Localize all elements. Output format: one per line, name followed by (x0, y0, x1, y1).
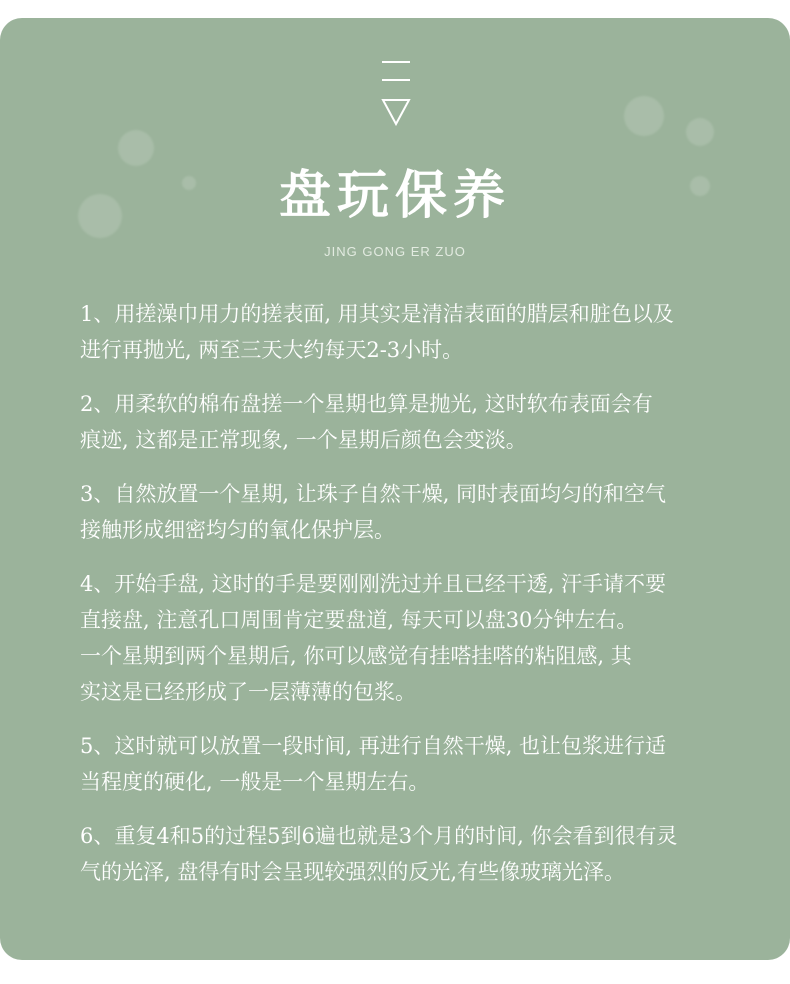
instruction-line: 直接盘, 注意孔口周围肯定要盘道, 每天可以盘30分钟左右。 (80, 608, 638, 632)
instruction-line: 一个星期到两个星期后, 你可以感觉有挂嗒挂嗒的粘阻感, 其 (80, 644, 632, 668)
instruction-paragraph (80, 386, 720, 458)
instruction-line: 3、自然放置一个星期, 让珠子自然干燥, 同时表面均匀的和空气 (80, 482, 667, 506)
instruction-line: 2、用柔软的棉布盘搓一个星期也算是抛光, 这时软布表面会有 (80, 392, 653, 416)
instruction-line: 6、重复4和5的过程5到6遍也就是3个月的时间, 你会看到很有灵 (80, 824, 678, 848)
instruction-line: 当程度的硬化, 一般是一个星期左右。 (80, 770, 430, 794)
page-subtitle: JING GONG ER ZUO (324, 244, 466, 259)
decorative-bubble (118, 130, 154, 166)
instruction-line: 气的光泽, 盘得有时会呈现较强烈的反光,有些像玻璃光泽。 (80, 860, 626, 884)
instruction-line: 1、用搓澡巾用力的搓表面, 用其实是清洁表面的腊层和脏色以及 (80, 302, 674, 326)
instruction-paragraph (80, 566, 720, 710)
decorative-bubble (624, 96, 664, 136)
page-title: 盘玩保养 (278, 165, 511, 226)
chinese-numeral-emblem-icon (380, 58, 412, 128)
care-instructions (80, 296, 720, 908)
instruction-paragraph (80, 296, 720, 368)
instruction-line: 痕迹, 这都是正常现象, 一个星期后颜色会变淡。 (80, 428, 527, 452)
instruction-line: 实这是已经形成了一层薄薄的包浆。 (80, 680, 416, 704)
instruction-paragraph (80, 728, 720, 800)
instruction-line: 5、这时就可以放置一段时间, 再进行自然干燥, 也让包浆进行适 (80, 734, 667, 758)
instruction-line: 接触形成细密均匀的氧化保护层。 (80, 518, 395, 542)
instruction-line: 进行再抛光, 两至三天大约每天2-3小时。 (80, 338, 464, 362)
instruction-paragraph (80, 476, 720, 548)
instruction-paragraph (80, 818, 720, 890)
instruction-line: 4、开始手盘, 这时的手是要刚刚洗过并且已经干透, 汗手请不要 (80, 572, 667, 596)
decorative-bubble (686, 118, 714, 146)
content-card (0, 18, 790, 960)
